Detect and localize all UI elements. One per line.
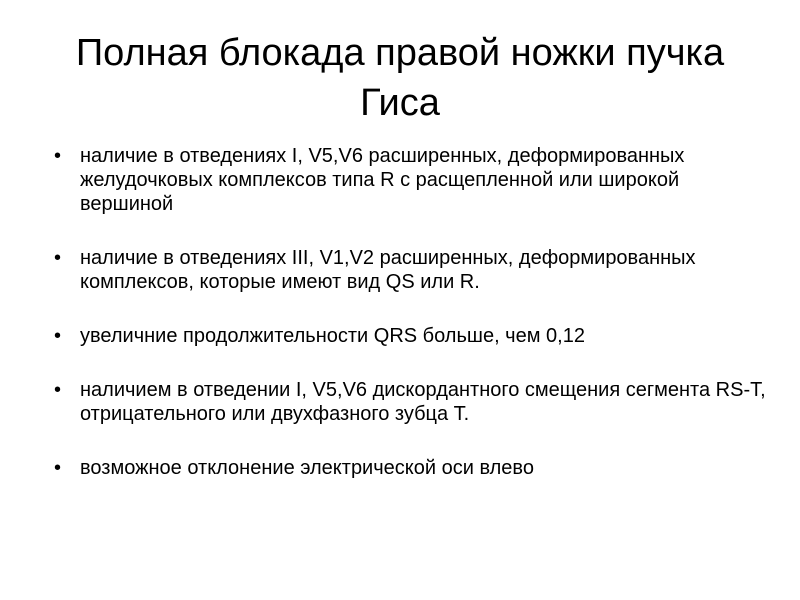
bullet-item (50, 246, 770, 294)
bullet-item (50, 324, 770, 348)
bullet-item (50, 456, 770, 480)
bullet-text: увеличние продолжительности QRS больше, чем 0,12 (80, 325, 585, 347)
bullet-item (50, 144, 770, 216)
bullet-dot-icon: • (54, 379, 62, 401)
bullet-dot-icon: • (54, 247, 62, 269)
bullet-list (50, 144, 770, 510)
bullet-item (50, 378, 770, 426)
slide-title: Полная блокада правой ножки пучка Гиса (75, 32, 725, 124)
bullet-dot-icon: • (54, 145, 62, 167)
bullet-text: возможное отклонение электрической оси влево (80, 457, 534, 479)
bullet-dot-icon: • (54, 325, 62, 347)
bullet-dot-icon: • (54, 457, 62, 479)
bullet-text: наличие в отведениях III, V1,V2 расширенных, деформированных комплексов, которые имеют вид QS или R. (80, 247, 696, 293)
bullet-text: наличием в отведении I, V5,V6 дискордантного смещения сегмента RS-T, отрицательного или двухфазного зубца T. (80, 379, 766, 425)
bullet-text: наличие в отведениях I, V5,V6 расширенных, деформированных желудочковых комплексов типа R с расщепленной или широкой вершиной (80, 145, 685, 215)
